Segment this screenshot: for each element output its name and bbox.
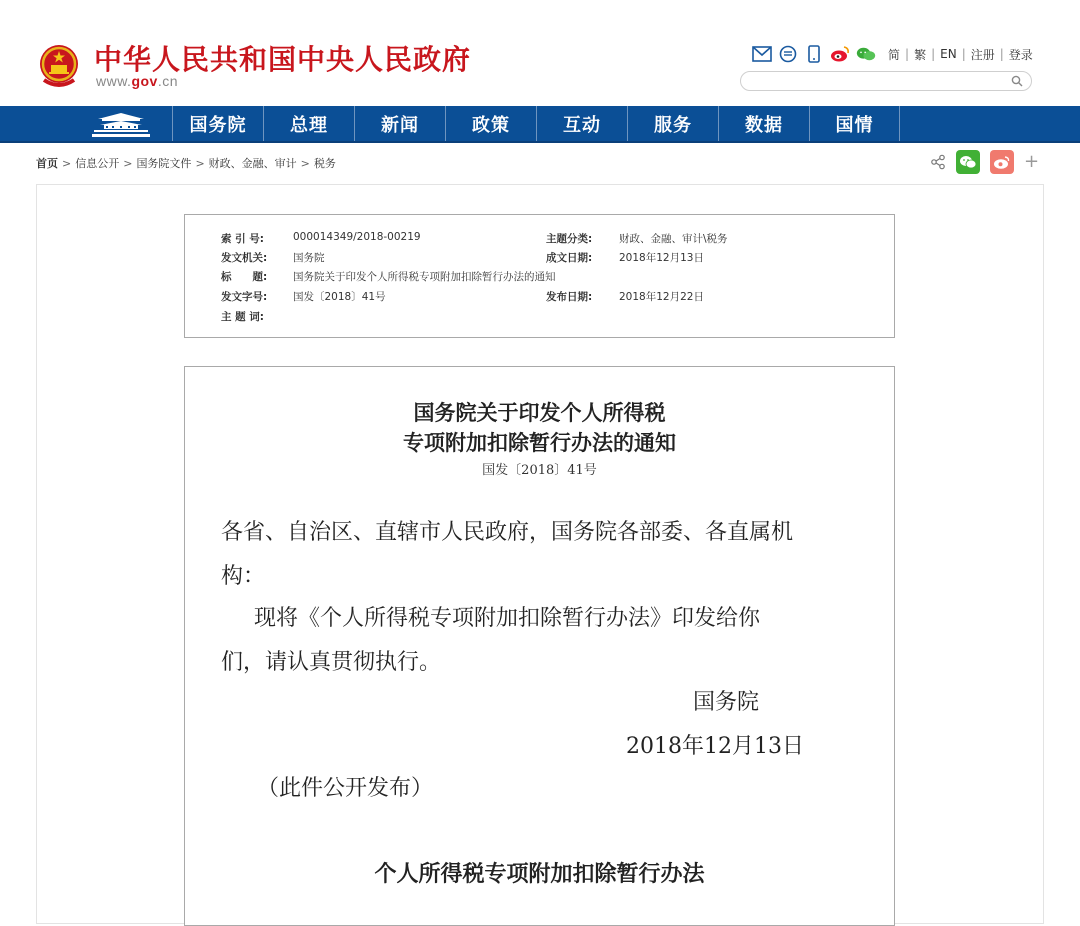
site-title[interactable]: 中华人民共和国中央人民政府 <box>94 43 472 76</box>
site-url-brand: gov <box>131 73 158 89</box>
body-line1: 现将《个人所得税专项附加扣除暂行办法》印发给你 <box>254 606 761 631</box>
site-url-prefix: www. <box>96 73 132 89</box>
addressee-line1: 各省、自治区、直辖市人民政府，国务院各部委、各直属机 <box>221 520 794 545</box>
mail-icon[interactable] <box>752 45 772 63</box>
breadcrumb-separator: > <box>300 156 310 170</box>
meta-created-label: 成文日期: <box>546 252 593 264</box>
breadcrumb-tax[interactable]: 税务 <box>313 157 336 170</box>
message-icon[interactable] <box>778 45 798 63</box>
nav-item-interaction[interactable]: 互动 <box>536 106 627 141</box>
separator: | <box>999 47 1004 61</box>
meta-topic-value: 财政、金融、审计\税务 <box>619 233 728 245</box>
separator: | <box>905 47 910 61</box>
nav-item-data[interactable]: 数据 <box>718 106 809 141</box>
weibo-share-icon[interactable] <box>990 150 1014 174</box>
attachment-title: 个人所得税专项附加扣除暂行办法 <box>374 862 705 887</box>
breadcrumb-finance[interactable]: 财政、金融、审计 <box>208 157 297 170</box>
meta-docno-value: 国发〔2018〕41号 <box>293 291 386 303</box>
search-input[interactable] <box>751 74 1005 90</box>
publication-note: （此件公开发布） <box>257 776 434 801</box>
share-icon[interactable] <box>930 154 946 170</box>
share-bar <box>930 150 1039 174</box>
document-body <box>184 366 895 926</box>
document-number: 国发〔2018〕41号 <box>482 463 597 478</box>
meta-issuer-label: 发文机关: <box>221 252 268 264</box>
wechat-icon[interactable] <box>856 45 876 63</box>
meta-title-value: 国务院关于印发个人所得税专项附加扣除暂行办法的通知 <box>293 271 556 283</box>
separator: | <box>931 47 936 61</box>
register-link[interactable]: 注册 <box>970 47 995 62</box>
main-nav <box>0 106 1080 143</box>
nav-item-services[interactable]: 服务 <box>627 106 718 141</box>
breadcrumb <box>36 155 336 171</box>
wechat-share-icon[interactable] <box>956 150 980 174</box>
search-icon[interactable] <box>1011 75 1023 87</box>
nav-item-state-council[interactable]: 国务院 <box>172 106 263 141</box>
nav-item-national-info[interactable]: 国情 <box>809 106 900 141</box>
nav-items <box>172 106 900 141</box>
separator: | <box>961 47 966 61</box>
weibo-icon[interactable] <box>830 45 850 63</box>
english-link[interactable]: EN <box>940 47 957 61</box>
breadcrumb-separator: > <box>62 156 72 170</box>
meta-index-label: 索 引 号: <box>221 233 265 245</box>
utility-bar <box>752 44 1033 64</box>
meta-issuer-value: 国务院 <box>293 252 325 264</box>
site-url <box>96 73 178 89</box>
more-share-icon[interactable]: + <box>1024 151 1040 172</box>
meta-published-label: 发布日期: <box>546 291 593 303</box>
meta-created-value: 2018年12月13日 <box>619 252 704 264</box>
simplified-chinese-link[interactable]: 简 <box>888 47 901 62</box>
meta-index-value: 000014349/2018-00219 <box>293 231 421 243</box>
meta-published-value: 2018年12月22日 <box>619 291 704 303</box>
breadcrumb-home[interactable]: 首页 <box>36 157 58 170</box>
breadcrumb-separator: > <box>123 156 133 170</box>
site-header <box>0 0 1080 106</box>
document-title-line2: 专项附加扣除暂行办法的通知 <box>403 431 676 455</box>
language-login-links <box>888 46 1033 63</box>
nav-item-news[interactable]: 新闻 <box>354 106 445 141</box>
meta-docno-label: 发文字号: <box>221 291 268 303</box>
site-url-suffix: .cn <box>157 73 179 89</box>
document-metadata <box>184 214 895 338</box>
mobile-icon[interactable] <box>804 45 824 63</box>
breadcrumb-info-disclosure[interactable]: 信息公开 <box>75 157 120 170</box>
signature-date: 2018年12月13日 <box>626 734 804 759</box>
breadcrumb-state-council-docs[interactable]: 国务院文件 <box>136 157 192 170</box>
addressee-line2: 构： <box>221 564 266 589</box>
meta-keywords-label: 主 题 词: <box>221 311 265 323</box>
nav-item-premier[interactable]: 总理 <box>263 106 354 141</box>
nav-item-policy[interactable]: 政策 <box>445 106 536 141</box>
document-title-line1: 国务院关于印发个人所得税 <box>413 401 666 425</box>
login-link[interactable]: 登录 <box>1008 47 1033 62</box>
search-box <box>740 71 1032 91</box>
tiananmen-logo-icon[interactable] <box>90 110 152 138</box>
body-line2: 们，请认真贯彻执行。 <box>221 650 442 675</box>
national-emblem-icon[interactable] <box>38 42 80 90</box>
breadcrumb-separator: > <box>195 156 205 170</box>
signature: 国务院 <box>693 690 760 715</box>
meta-topic-label: 主题分类: <box>546 233 593 245</box>
meta-title-label: 标 题: <box>221 271 268 283</box>
traditional-chinese-link[interactable]: 繁 <box>914 47 927 62</box>
